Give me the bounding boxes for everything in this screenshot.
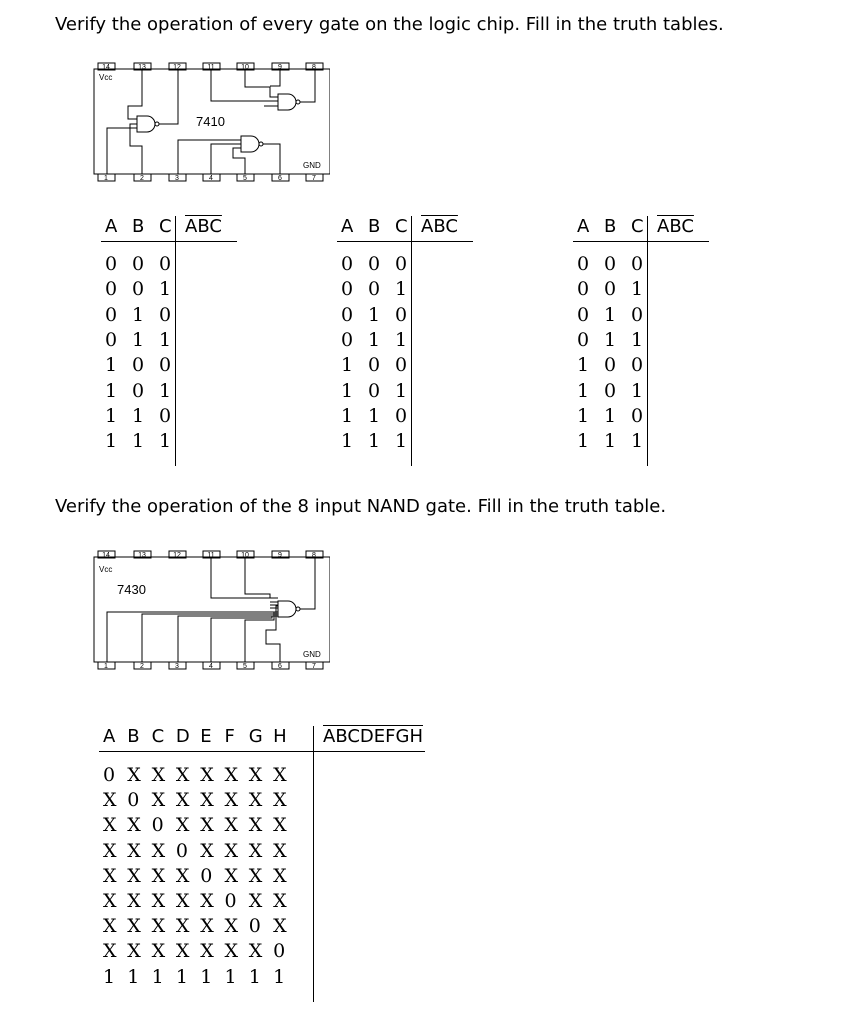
header-input-b: B bbox=[127, 726, 140, 747]
table-cell: X bbox=[224, 839, 239, 862]
chip-7430-pin-12: 12 bbox=[173, 552, 181, 559]
table-cell: 1 bbox=[175, 965, 188, 988]
header-rule bbox=[99, 751, 425, 752]
chip-7410-pin-9: 9 bbox=[278, 64, 282, 71]
table-cell: 0 bbox=[631, 404, 644, 427]
table-cell: X bbox=[151, 940, 166, 963]
header-input-b: B bbox=[132, 216, 145, 237]
header-output: $\overline{ABC}$ bbox=[421, 216, 458, 237]
table-cell: X bbox=[103, 789, 117, 812]
table-cell: 1 bbox=[159, 430, 172, 453]
table-cell: 1 bbox=[395, 328, 408, 351]
table-cell: X bbox=[248, 890, 263, 912]
table-cell: X bbox=[151, 915, 166, 938]
table-cell: 1 bbox=[368, 404, 381, 427]
table-cell: X bbox=[224, 864, 239, 887]
table-cell: 1 bbox=[577, 404, 590, 427]
table-cell: 1 bbox=[105, 404, 118, 427]
table-cell: 0 bbox=[159, 303, 172, 326]
header-rule bbox=[337, 241, 473, 242]
table-cell: 0 bbox=[368, 278, 381, 301]
chip-7410-pin-11: 11 bbox=[207, 64, 215, 71]
table-cell: 0 bbox=[368, 354, 381, 377]
table-cell: 0 bbox=[631, 354, 644, 377]
chip-7430-pin-5: 5 bbox=[243, 663, 247, 670]
table-cell: X bbox=[248, 940, 263, 963]
table-cell: 0 bbox=[341, 253, 354, 275]
table-cell: X bbox=[127, 890, 141, 912]
table-cell: 1 bbox=[132, 430, 145, 453]
chip-7410-pin-14: 14 bbox=[102, 64, 110, 71]
chip-7410-diagram bbox=[90, 60, 330, 185]
table-cell: X bbox=[200, 839, 214, 862]
table-cell: 1 bbox=[132, 404, 145, 427]
table-cell: 1 bbox=[248, 965, 261, 988]
table-cell: 0 bbox=[341, 328, 354, 351]
header-input-f: F bbox=[224, 726, 235, 747]
table-cell: 0 bbox=[341, 303, 354, 326]
chip-7410-vcc: Vcc bbox=[99, 73, 113, 82]
table-cell: X bbox=[127, 764, 141, 786]
header-rule bbox=[101, 241, 237, 242]
chip-7430-vcc: Vcc bbox=[99, 565, 113, 574]
table-cell: X bbox=[200, 915, 214, 938]
header-input-g: G bbox=[248, 726, 263, 747]
column-divider bbox=[313, 726, 314, 1002]
table-cell: 1 bbox=[368, 430, 381, 453]
table-cell: 0 bbox=[631, 253, 644, 275]
header-input-c: C bbox=[151, 726, 165, 747]
header-input-e: E bbox=[200, 726, 212, 747]
table-cell: X bbox=[200, 890, 214, 912]
table-cell: 0 bbox=[159, 404, 172, 427]
header-input-b: B bbox=[368, 216, 381, 237]
table-cell: 0 bbox=[105, 328, 118, 351]
table-cell: 1 bbox=[368, 303, 381, 326]
chip-7430-pin-11: 11 bbox=[207, 552, 215, 559]
header-input-a: A bbox=[341, 216, 354, 237]
table-cell: 1 bbox=[103, 965, 116, 988]
table-cell: 0 bbox=[395, 404, 408, 427]
table-cell: 0 bbox=[132, 253, 145, 275]
table-cell: 0 bbox=[103, 764, 116, 786]
chip-7410-label: 7410 bbox=[196, 114, 225, 129]
table-cell: 0 bbox=[395, 354, 408, 377]
table-cell: 0 bbox=[127, 789, 140, 812]
table-cell: X bbox=[273, 789, 287, 812]
chip-7410-pin-6: 6 bbox=[278, 175, 282, 182]
table-cell: 1 bbox=[341, 430, 354, 453]
table-cell: X bbox=[151, 789, 166, 812]
table-cell: X bbox=[103, 890, 117, 912]
table-cell: X bbox=[273, 764, 287, 786]
table-cell: 1 bbox=[395, 430, 408, 453]
table-cell: 0 bbox=[132, 354, 145, 377]
table-cell: 0 bbox=[604, 253, 617, 275]
header-rule bbox=[573, 241, 709, 242]
column-divider bbox=[175, 216, 176, 466]
table-cell: 1 bbox=[631, 278, 644, 301]
table-cell: X bbox=[151, 764, 166, 786]
chip-7430-pin-13: 13 bbox=[138, 552, 146, 559]
chip-7430-gnd: GND bbox=[303, 650, 321, 659]
header-input-a: A bbox=[577, 216, 590, 237]
column-divider bbox=[647, 216, 648, 466]
table-cell: X bbox=[175, 789, 190, 812]
table-cell: X bbox=[248, 864, 263, 887]
table-cell: 1 bbox=[631, 328, 644, 351]
table-cell: X bbox=[273, 915, 287, 938]
table-cell: X bbox=[127, 839, 141, 862]
chip-7430-pin-3: 3 bbox=[175, 663, 179, 670]
table-cell: 1 bbox=[604, 404, 617, 427]
table-cell: 0 bbox=[224, 890, 237, 912]
table-cell: 1 bbox=[631, 430, 644, 453]
table-cell: 1 bbox=[132, 303, 145, 326]
table-cell: X bbox=[273, 839, 287, 862]
table-cell: X bbox=[103, 915, 117, 938]
table-cell: 1 bbox=[577, 379, 590, 402]
column-divider bbox=[411, 216, 412, 466]
table-cell: 1 bbox=[132, 328, 145, 351]
chip-7430-pin-4: 4 bbox=[209, 663, 213, 670]
table-cell: 0 bbox=[200, 864, 213, 887]
chip-7430-pin-6: 6 bbox=[278, 663, 282, 670]
table-cell: 0 bbox=[604, 278, 617, 301]
table-cell: 1 bbox=[577, 430, 590, 453]
table-cell: 0 bbox=[577, 278, 590, 301]
table-cell: 1 bbox=[105, 430, 118, 453]
table-cell: X bbox=[224, 789, 239, 812]
chip-7410-pin-8: 8 bbox=[312, 64, 316, 71]
table-cell: X bbox=[200, 814, 214, 837]
table-cell: 0 bbox=[105, 253, 118, 275]
header-input-h: H bbox=[273, 726, 287, 747]
table-cell: X bbox=[273, 890, 287, 912]
table-cell: 1 bbox=[341, 379, 354, 402]
table-cell: X bbox=[200, 940, 214, 963]
table-cell: 0 bbox=[341, 278, 354, 301]
header-input-a: A bbox=[105, 216, 118, 237]
table-cell: 1 bbox=[341, 404, 354, 427]
table-cell: 1 bbox=[159, 379, 172, 402]
table-cell: 0 bbox=[132, 379, 145, 402]
table-cell: 0 bbox=[577, 328, 590, 351]
table-cell: X bbox=[151, 864, 166, 887]
table-cell: X bbox=[175, 814, 190, 837]
table-cell: X bbox=[224, 764, 239, 786]
header-input-b: B bbox=[604, 216, 617, 237]
table-cell: 1 bbox=[604, 328, 617, 351]
table-cell: X bbox=[248, 789, 263, 812]
table-cell: 1 bbox=[604, 303, 617, 326]
table-cell: 0 bbox=[132, 278, 145, 301]
table-cell: 1 bbox=[368, 328, 381, 351]
chip-7430-pin-1: 1 bbox=[104, 663, 108, 670]
table-cell: 0 bbox=[368, 379, 381, 402]
chip-7410-pin-10: 10 bbox=[241, 64, 249, 71]
chip-7430-pin-7: 7 bbox=[312, 663, 316, 670]
table-cell: 1 bbox=[395, 278, 408, 301]
table-cell: 0 bbox=[577, 253, 590, 275]
table-cell: 1 bbox=[341, 354, 354, 377]
table-cell: 0 bbox=[105, 303, 118, 326]
table-cell: 1 bbox=[151, 965, 164, 988]
table-cell: 1 bbox=[105, 354, 118, 377]
table-cell: X bbox=[273, 864, 287, 887]
chip-7430-pin-9: 9 bbox=[278, 552, 282, 559]
chip-7410-pin-1: 1 bbox=[104, 175, 108, 182]
table-cell: X bbox=[103, 864, 117, 887]
header-input-d: D bbox=[175, 726, 190, 747]
chip-7410-pin-13: 13 bbox=[138, 64, 146, 71]
table-cell: 0 bbox=[248, 915, 261, 938]
chip-7410-gnd: GND bbox=[303, 161, 321, 170]
chip-7410-pin-3: 3 bbox=[175, 175, 179, 182]
chip-7410-pin-2: 2 bbox=[140, 175, 144, 182]
table-cell: X bbox=[248, 814, 263, 837]
table-cell: X bbox=[151, 839, 166, 862]
table-cell: X bbox=[248, 839, 263, 862]
table-cell: X bbox=[200, 764, 214, 786]
table-cell: 1 bbox=[577, 354, 590, 377]
table-cell: 1 bbox=[159, 328, 172, 351]
table-cell: 1 bbox=[200, 965, 213, 988]
chip-7430-diagram bbox=[90, 548, 330, 673]
table-cell: 1 bbox=[631, 379, 644, 402]
chip-7430-pin-2: 2 bbox=[140, 663, 144, 670]
chip-7430-pin-10: 10 bbox=[241, 552, 249, 559]
table-cell: X bbox=[103, 839, 117, 862]
nand8-instruction: Verify the operation of the 8 input NAND gate. Fill in the truth table. bbox=[55, 496, 667, 517]
chip-7410-pin-5: 5 bbox=[243, 175, 247, 182]
table-cell: X bbox=[127, 864, 141, 887]
table-cell: X bbox=[175, 864, 190, 887]
table-cell: 0 bbox=[159, 253, 172, 275]
table-cell: 1 bbox=[127, 965, 140, 988]
header-input-c: C bbox=[395, 216, 408, 237]
table-cell: 0 bbox=[105, 278, 118, 301]
table-cell: X bbox=[224, 915, 239, 938]
table-cell: X bbox=[175, 764, 190, 786]
table-cell: 1 bbox=[604, 430, 617, 453]
table-cell: X bbox=[127, 814, 141, 837]
table-cell: X bbox=[151, 890, 166, 912]
table-cell: 0 bbox=[175, 839, 188, 862]
header-output: $\overline{ABC}$ bbox=[657, 216, 694, 237]
header-input-a: A bbox=[103, 726, 116, 747]
chip-7430-pin-8: 8 bbox=[312, 552, 316, 559]
table-cell: 1 bbox=[159, 278, 172, 301]
table-cell: X bbox=[127, 915, 141, 938]
table-cell: X bbox=[175, 940, 190, 963]
chip-7410-pin-7: 7 bbox=[312, 175, 316, 182]
header-input-c: C bbox=[159, 216, 172, 237]
table-cell: X bbox=[175, 915, 190, 938]
table-cell: 0 bbox=[159, 354, 172, 377]
chip-7410-pin-4: 4 bbox=[209, 175, 213, 182]
table-cell: 0 bbox=[631, 303, 644, 326]
table-cell: 1 bbox=[224, 965, 237, 988]
table-cell: X bbox=[273, 814, 287, 837]
table-cell: 0 bbox=[395, 303, 408, 326]
gates-instruction: Verify the operation of every gate on the logic chip. Fill in the truth tables. bbox=[55, 14, 724, 35]
table-cell: X bbox=[127, 940, 141, 963]
table-cell: 0 bbox=[604, 379, 617, 402]
table-cell: 0 bbox=[273, 940, 286, 963]
chip-7430-pin-14: 14 bbox=[102, 552, 110, 559]
table-cell: 0 bbox=[604, 354, 617, 377]
table-cell: 0 bbox=[368, 253, 381, 275]
table-cell: 0 bbox=[151, 814, 164, 837]
table-cell: 0 bbox=[395, 253, 408, 275]
table-cell: 1 bbox=[273, 965, 286, 988]
table-cell: X bbox=[248, 764, 263, 786]
table-cell: X bbox=[103, 814, 117, 837]
table-cell: X bbox=[224, 940, 239, 963]
table-cell: 1 bbox=[395, 379, 408, 402]
header-output: ABCDEFGH bbox=[323, 726, 423, 747]
header-output: $\overline{ABC}$ bbox=[185, 216, 222, 237]
table-cell: X bbox=[200, 789, 214, 812]
table-cell: 0 bbox=[577, 303, 590, 326]
header-input-c: C bbox=[631, 216, 644, 237]
table-cell: X bbox=[224, 814, 239, 837]
table-cell: 1 bbox=[105, 379, 118, 402]
chip-7430-label: 7430 bbox=[117, 582, 146, 597]
table-cell: X bbox=[103, 940, 117, 963]
chip-7410-pin-12: 12 bbox=[173, 64, 181, 71]
table-cell: X bbox=[175, 890, 190, 912]
